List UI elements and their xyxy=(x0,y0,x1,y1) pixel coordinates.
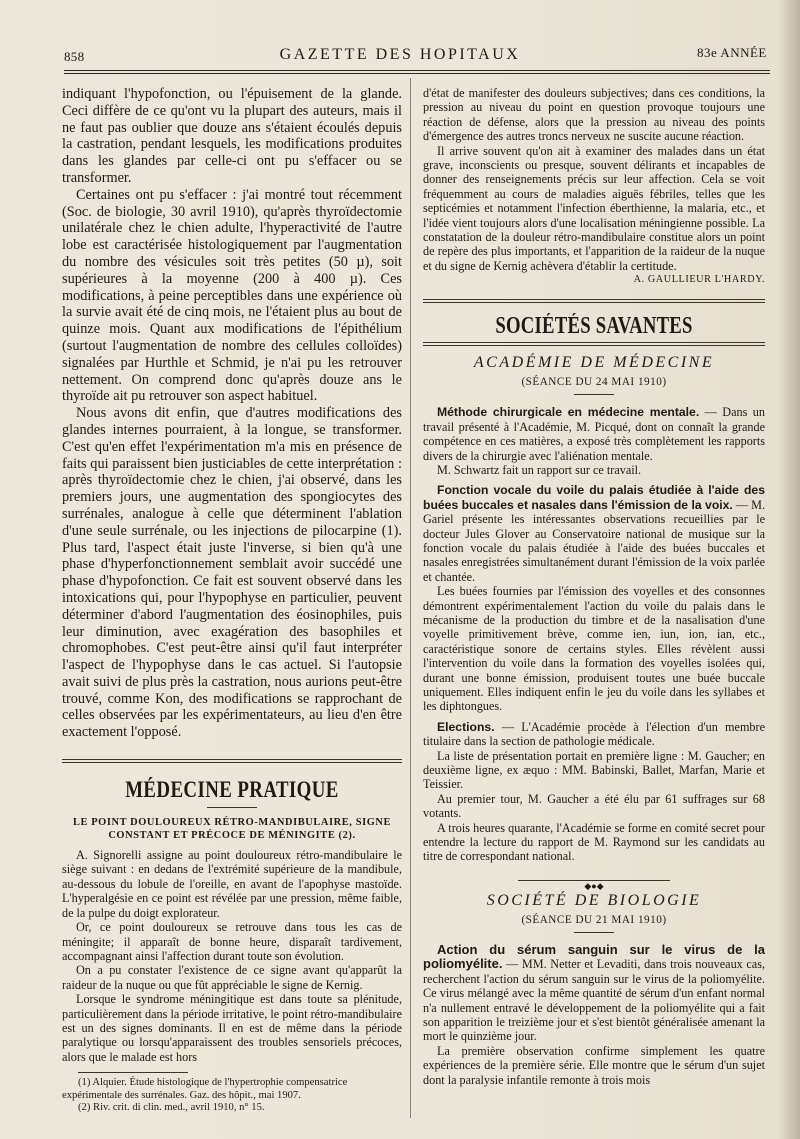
section-heading-societes-savantes: SOCIÉTÉS SAVANTES xyxy=(495,313,693,340)
academy-title: ACADÉMIE DE MÉDECINE xyxy=(473,354,715,372)
column-divider xyxy=(410,78,411,1118)
academy-session-date: (SÉANCE DU 24 MAI 1910) xyxy=(521,376,667,389)
academy-item-1 xyxy=(423,405,765,463)
section-short-rule xyxy=(207,807,257,808)
right-paragraph-1: d'état de manifester des douleurs subjectives; dans ces conditions, la pression au niveau du point en question provoque toujours une réaction de défense, alors que la pression au niveau des points d'émergence des autres troncs nerveux ne suscite aucune réaction. xyxy=(423,86,765,144)
academy-item-1-title: Méthode chirurgicale en médecine mentale. xyxy=(437,405,700,420)
year-label: 83e ANNÉE xyxy=(697,45,767,60)
academy-item-3-paragraph-3: Au premier tour, M. Gaucher a été élu par 61 suffrages sur 68 votants. xyxy=(423,791,765,821)
biology-session-date: (SÉANCE DU 21 MAI 1910) xyxy=(521,913,667,926)
academy-item-1-followup: M. Schwartz fait un rapport sur ce travail. xyxy=(437,462,642,477)
academy-item-3-title: Elections. xyxy=(437,719,495,734)
section-heading-medecine-pratique: MÉDECINE PRATIQUE xyxy=(125,777,339,803)
article-paragraph-1: A. Signorelli assigne au point douloureux rétro-mandibulaire le siège suivant : en dedans de l'extrémité supérieure de la mandibule, au-dessous du lobule de l'oreille, en avant de l'apophyse mastoïde. L'hyperalgésie en ce point est révélée par une pression, même faible, de la pulpe du doigt explorateur. xyxy=(62,848,402,920)
academy-item-3-text: — L'Académie procède à l'élection d'un membre titulaire dans la section de pathologie médicale. xyxy=(423,719,765,749)
ornament-divider xyxy=(423,876,765,891)
page-edge-shadow xyxy=(778,0,800,1139)
article-paragraph-2: Or, ce point douloureux se retrouve dans tous les cas de méningite; il apparaît de bonne heure, disparaît tardivement, accompagnant ainsi l'affection durant toute son évolution. xyxy=(62,920,402,963)
header-rule xyxy=(64,70,770,74)
left-paragraph-1: indiquant l'hypofonction, ou l'épuisement de la glande. Ceci diffère de ce qu'ont vu la plupart des auteurs, mais il ne faut pas oublier que douze ans s'étaient écoulés depuis la castration, pendant lesquels, les modifications produites dans les glandes par celle-ci ont pu s'effacer ou se transformer. xyxy=(62,86,402,186)
running-header xyxy=(0,0,800,80)
journal-title: GAZETTE DES HOPITAUX xyxy=(279,46,521,63)
right-paragraph-2: Il arrive souvent qu'on ait à examiner des malades dans un état grave, inconscients ou presque, souvent délirants et incapables de donner des renseignements précis sur leur affection. Cela se voit fréquemment au cours de maladies aiguës fébriles, telles que les septicémies et notamment l'infection éberthienne, la malaria, etc., et l'idée vient toujours alors d'une localisation méningienne possible. La constatation de la douleur rétro-mandibulaire constitue alors un point de repère des plus importants, et l'apparition de la raideur de la nuque et du signe de Kernig achèvera d'établir la certitude. xyxy=(423,143,765,273)
article-paragraph-4: Lorsque le syndrome méningitique est dans toute sa plénitude, particulièrement dans la période irritative, le point rétro-mandibulaire est un des signes dominants. Il en est de même dans la période paralytique ou lorsqu'apparaissent des troubles sensoriels précoces, alors que le malade est hors xyxy=(62,992,402,1064)
biology-item-1 xyxy=(423,943,765,1044)
academy-item-3-paragraph-4: A trois heures quarante, l'Académie se forme en comité secret pour entendre la lecture du rapport de M. Raymond sur les candidats au titre de correspondant national. xyxy=(423,820,765,864)
biology-rule xyxy=(574,932,614,933)
left-column xyxy=(62,86,402,1115)
academy-item-2 xyxy=(423,483,765,584)
ornament-glyph: ◆●◆ xyxy=(580,881,607,891)
author-signature: A. GAULLIEUR L'HARDY. xyxy=(633,274,765,286)
biology-society-title: SOCIÉTÉ DE BIOLOGIE xyxy=(486,891,702,909)
article-title: LE POINT DOULOUREUX RÉTRO-MANDIBULAIRE, SIGNE CONSTANT ET PRÉCOCE DE MÉNINGITE (2). xyxy=(72,817,392,842)
biology-item-1-text: — MM. Netter et Levaditi, dans trois nouveaux cas, recherchent l'action du sérum sanguin sur le virus de la poliomyélite. Ce virus mélangé avec la même quantité de sérum d'un enfant normal n'a nullement entravé le développement de la poliomyélite qui a fait son apparition le treizième jour et s'est bientôt généralisée amenant la mort le quinzième jour. xyxy=(423,957,765,1044)
academy-item-3-paragraph-2: La liste de présentation portait en première ligne : M. Gaucher; en deuxième ligne, ex æquo : MM. Babinski, Ballet, Marfan, Marie et Teissier. xyxy=(423,748,765,792)
section-separator xyxy=(423,299,765,303)
academy-rule xyxy=(574,394,614,395)
academy-item-2-followup: Les buées fournies par l'émission des voyelles et des consonnes démontrent expérimentalement l'action du voile du palais dans le mécanisme de la production du timbre et de la nasalisation d'une voyelle primitivement brève, comme ien, iun, ion, ian, etc., caractéristique sonore de certains styles. Elles révèlent aussi l'intervention du voile dans la formation des voyelles isolées qui, durant une bonne émission, produisent toutes une buée buccale uniquement. Elles indiquent enfin le jeu du voile dans les syllabes et les diphtongues. xyxy=(423,584,765,714)
biology-item-1-title: Action du sérum sanguin sur le virus de la poliomyélite. xyxy=(423,941,765,972)
page-number: 858 xyxy=(64,49,85,64)
article-paragraph-3: On a pu constater l'existence de ce signe avant qu'apparût la raideur de la nuque ou que fût appréciable le signe de Kernig. xyxy=(62,963,402,992)
left-paragraph-2: Certaines ont pu s'effacer : j'ai montré tout récemment (Soc. de biologie, 30 avril 1910), qu'après thyroïdectomie unilatérale chez le chien adulte, l'hyperactivité de l'autre lobe est caractérisée histologiquement par l'augmentation du nombre des vésicules soit très petites (50 µ), soit supérieures à la moyenne (200 à 400 µ). Ces modifications, à peine perceptibles dans une expérience où la survie avait été de cinq mois, ne l'étaient plus au bout de quinze mois. Quant aux modifications de l'épithélium (surtout l'augmentation de nombre des cellules colloïdes) signalées par Hurthle et Schmid, je n'ai pu les retrouver nettement. On comprend donc qu'après douze ans le thyroïde ait pu retrouver son aspect habituel. xyxy=(62,186,402,405)
academy-item-2-title: Fonction vocale du voile du palais étudiée à l'aide des buées buccales et nasales dans l'émission de la voix. xyxy=(423,483,765,512)
footnote-rule xyxy=(78,1072,188,1073)
right-column xyxy=(423,86,765,1087)
left-paragraph-3: Nous avons dit enfin, que d'autres modifications des glandes internes pourraient, à la longue, se transformer. C'est qu'en effet l'expérimentation m'a mis en présence de faits qui paraissent bien justiciables de cette interprétation : après thyroïdectomie chez le chien, j'ai observé, dans les premiers jours, une augmentation des spongiocytes des surrénales, analogue à celle que déterminent l'ablation d'une seule surrénale, ou les injections de pilocarpine (1). Plus tard, l'aspect était juste l'inverse, si bien qu'à une phase d'hyperfonctionnement semblait avoir succédé une phase d'hypofonction. Ce fait est souvent observé dans les intoxications qui, pour l'hypophyse en particulier, peuvent déterminer d'abord l'augmentation des éosinophiles, puis leur diminution, avec exagération des basophiles et chromophobes. C'est peut-être ainsi qu'il faut interpréter l'aspect de l'hypophyse dans le cas actuel. Si l'autopsie avait suivi de plus près la castration, nous aurions peut-être trouvé, comme Kon, des modifications se rapprochant de celles observées par les expérimentateurs, au lieu d'en être exactement l'opposé. xyxy=(62,405,402,741)
academy-item-3 xyxy=(423,720,765,749)
biology-item-1-followup: La première observation confirme simplement les quatre expériences de la première série. Elle montre que le sérum d'un sujet dont la paralysie infantile remonte à trois mois xyxy=(423,1043,765,1087)
footnote-1: (1) Alquier. Étude histologique de l'hypertrophie compensatrice expérimentale des surrénales. Gaz. des hôpit., mai 1907. xyxy=(62,1077,348,1101)
footnote-2: (2) Riv. crit. di clin. med., avril 1910, n° 15. xyxy=(78,1102,265,1114)
section-separator xyxy=(62,759,402,763)
section-double-rule xyxy=(423,342,765,346)
academy-item-2-text: — M. Gariel présente les intéressantes observations recueillies par le docteur Jules Glover au Conservatoire national de musique sur la fonction vocale du palais étudiée à l'aide des buées buccales et nasales enregistrées simultanément durant l'émission de la voix parlée et chantée. xyxy=(423,497,765,584)
academy-item-1-text: — Dans un travail présenté à l'Académie, M. Picqué, dont on connaît la grande compétence en ces matières, a exposé très complètement les rapports divers de la chirurgie avec l'aliénation mentale. xyxy=(423,405,765,463)
